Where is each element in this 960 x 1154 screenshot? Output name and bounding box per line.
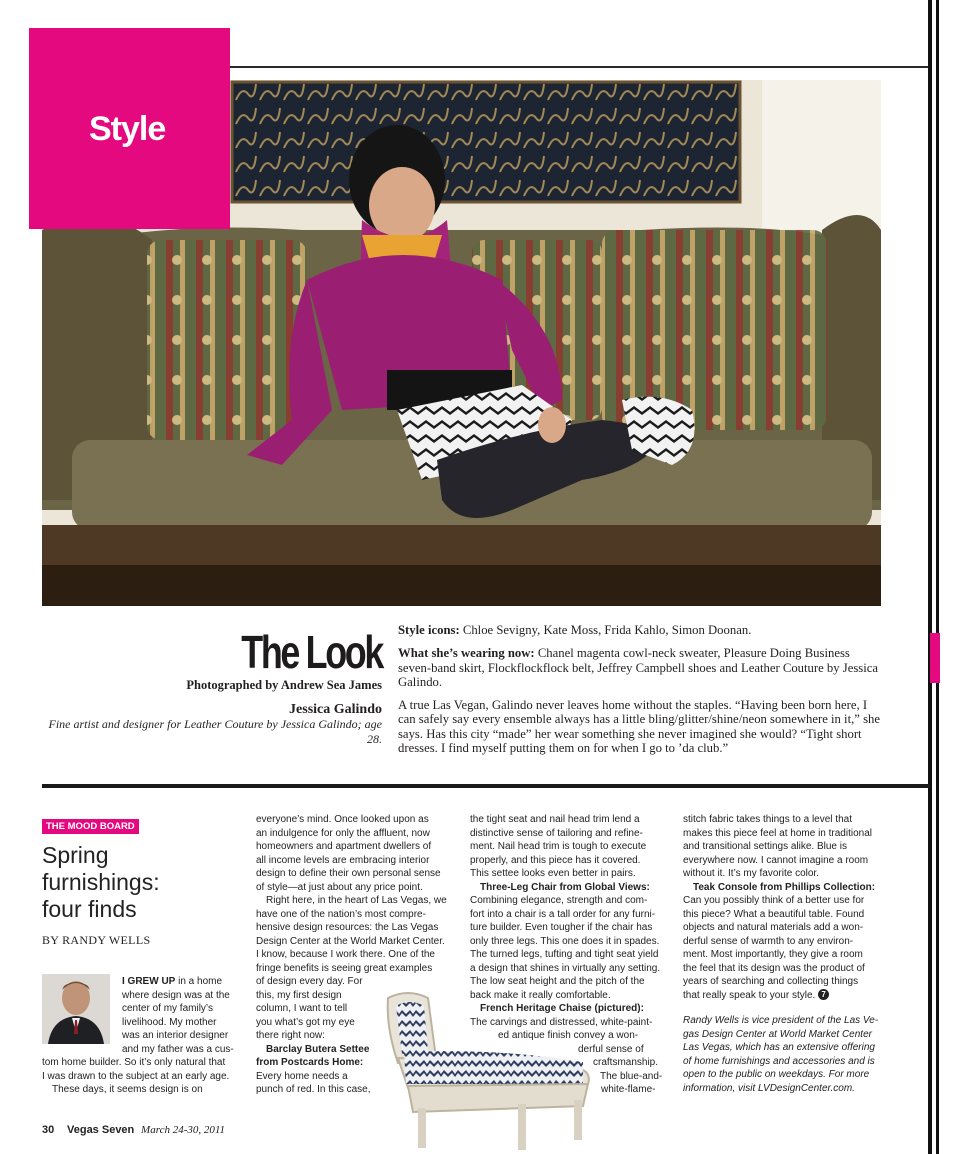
mood-board-title — [42, 842, 232, 923]
title-line: four finds — [42, 896, 137, 922]
author-portrait — [42, 974, 110, 1044]
author-bio-line: Randy Wells is vice president of the Las Ve- — [683, 1015, 879, 1026]
style-icons-label: Style icons: — [398, 623, 460, 637]
product-heading: Three-Leg Chair from Global Views: — [480, 881, 650, 893]
chaise-image — [378, 988, 596, 1154]
text-line: column, I want to tell — [256, 1003, 348, 1014]
closing-line: that really speak to your style. — [683, 989, 816, 1001]
mood-board-badge: THE MOOD BOARD — [42, 819, 139, 834]
text-line: tom home builder. So it’s only natural that — [42, 1057, 226, 1068]
page-edge-bar — [936, 0, 939, 1154]
style-icons-text: Chloe Sevigny, Kate Moss, Frida Kahlo, Simon Doonan. — [462, 623, 752, 637]
text-line: The low seat height and the pitch of the — [470, 976, 645, 987]
top-rule — [230, 66, 930, 68]
issue-date: March 24-30, 2011 — [141, 1124, 226, 1136]
page-footer — [42, 1124, 225, 1136]
style-icons-paragraph — [398, 623, 884, 637]
photo-credit: Photographed by Andrew Sea James — [186, 678, 382, 692]
text-line: These days, it seems design is on — [52, 1084, 203, 1095]
text-line: fort into a chair is a tall order for any furni- — [470, 908, 656, 920]
spacer — [683, 1002, 888, 1014]
text-line: white-flame- — [601, 1084, 656, 1095]
page-edge-bar — [928, 0, 932, 1154]
column-1-upper — [122, 975, 242, 1056]
text-line: all income levels are embracing interior — [256, 854, 430, 866]
text-line: of style—at just about any price point. — [256, 881, 423, 893]
text-line: makes this piece feel at home in traditional — [683, 827, 872, 839]
chaise-illustration — [378, 988, 596, 1154]
text-line: center of my family’s — [122, 1003, 213, 1014]
text-line: only three legs. This one does it in spades. — [470, 935, 660, 947]
text-line: The blue-and- — [600, 1070, 663, 1082]
text-line: there right now: — [256, 1030, 325, 1041]
text-line: punch of red. In this case, — [256, 1084, 371, 1095]
text-line: an indulgence for only the affluent, now — [256, 827, 430, 839]
text-line: derful sense of — [578, 1043, 644, 1055]
text-line: objects and natural materials add a won- — [683, 922, 864, 933]
text-line: was an interior designer — [122, 1030, 229, 1041]
product-heading: Teak Console from Phillips Collection: — [693, 881, 876, 893]
text-line: I was drawn to the subject at an early age. — [42, 1070, 230, 1082]
text-line: years of searching and collecting things — [683, 976, 859, 987]
author-bio-line: gas Design Center at World Market Center — [683, 1028, 872, 1040]
text-line: design to define their own personal sense — [256, 868, 441, 879]
text-line: ment. Nail head trim is tough to execute — [470, 841, 647, 852]
subject-description: Fine artist and designer for Leather Couture by Jessica Galindo; age 28. — [48, 717, 382, 746]
text-line: you what’s got my eye — [256, 1016, 355, 1028]
page-number: 30 — [42, 1124, 55, 1136]
text-line: where design was at the — [122, 989, 230, 1001]
text-line: and my father was a cus- — [122, 1043, 234, 1055]
text-line: properly, and this piece has it covered. — [470, 854, 641, 866]
text-line: hensive design resources: the Las Vegas — [256, 922, 439, 933]
text-line: The carvings and distressed, white-paint- — [470, 1016, 653, 1028]
author-portrait-illustration — [42, 974, 110, 1044]
text-line — [122, 975, 242, 989]
text-line: Design Center at the World Market Center. — [256, 935, 445, 947]
author-bio-line: of home furnishings and accessories and is — [683, 1055, 875, 1067]
text-line: craftsmanship. — [593, 1057, 659, 1068]
text-line: back make it really comfortable. — [470, 989, 611, 1001]
text-line: derful sense of warmth to any environ- — [683, 935, 854, 947]
text-line: Right here, in the heart of Las Vegas, we — [266, 895, 447, 906]
text-line: everywhere now. I cannot imagine a room — [683, 854, 869, 866]
column-4 — [683, 813, 888, 1095]
product-heading: from Postcards Home: — [256, 1057, 364, 1068]
author-bio-line: information, visit LVDesignCenter.com. — [683, 1082, 855, 1094]
text-line: this piece? What a beautiful table. Found — [683, 908, 865, 920]
text-line: stitch fabric takes things to a level that — [683, 814, 852, 825]
magazine-name: Vegas Seven — [67, 1124, 135, 1136]
text-line: the feel that its design was the product of — [683, 962, 865, 974]
text-line: homeowners and apartment dwellers of — [256, 841, 432, 852]
text-line: a design that shines in virtually any setting. — [470, 962, 661, 974]
author-bio-line: open to the public on weekdays. For more — [683, 1069, 870, 1080]
text-line: Can you possibly think of a better use for — [683, 895, 865, 906]
column-1-lower — [42, 1056, 242, 1097]
text-line: ed antique finish convey a won- — [498, 1030, 639, 1041]
text-line: of design every day. For — [256, 976, 363, 987]
text-line: ment. Most importantly, they give a room — [683, 949, 863, 960]
feature-body-text: A true Las Vegan, Galindo never leaves home without the staples. “Having been born here, I can safely say every ensemble always has a little bling/glitter/shine/neon somewhere in it,” she says. Has this city “made” her wear something she never imagined she would? “Tight short dresses. I find myself putting them on for when I go to ’da club.” — [398, 698, 880, 756]
wearing-label: What she’s wearing now: — [398, 646, 535, 661]
text-line: Combining elegance, strength and com- — [470, 895, 648, 906]
text-line: everyone’s mind. Once looked upon as — [256, 814, 429, 825]
text-line: the tight seat and nail head trim lend a — [470, 814, 640, 825]
text-line: This settee looks even better in pairs. — [470, 868, 636, 879]
section-label: Style — [89, 110, 166, 148]
feature-title: The Look — [241, 626, 382, 678]
text-line: and transitional settings alike. Blue is — [683, 841, 847, 852]
product-heading: Barclay Butera Settee — [266, 1043, 370, 1055]
section-label-box — [29, 28, 230, 229]
text-line: distinctive sense of tailoring and refine- — [470, 827, 643, 839]
byline: BY RANDY WELLS — [42, 933, 151, 947]
product-heading: French Heritage Chaise (pictured): — [480, 1003, 644, 1014]
text-line: The turned legs, tufting and tight seat yield — [470, 949, 659, 960]
text-line: this, my first design — [256, 989, 342, 1001]
feature-body — [398, 623, 884, 764]
text-line: without it. It’s my favorite color. — [683, 868, 819, 879]
section-divider — [42, 784, 930, 788]
text-line: I know, because I work there. One of the — [256, 949, 435, 960]
author-bio-line: Las Vegas, which has an extensive offering — [683, 1042, 875, 1053]
title-line: Spring — [42, 842, 109, 868]
section-tab — [930, 633, 940, 683]
end-mark-icon: 7 — [818, 989, 829, 1000]
text-line: ture builder. Even tougher if the chair has — [470, 922, 653, 933]
title-line: furnishings: — [42, 869, 160, 895]
lead-text: in a home — [175, 976, 223, 987]
text-line: have one of the nation’s most compre- — [256, 908, 426, 920]
subject-name: Jessica Galindo — [289, 702, 382, 717]
text-line — [683, 989, 888, 1003]
lead-in: I GREW UP — [122, 976, 176, 987]
text-line: Every home needs a — [256, 1070, 348, 1082]
text-line: livelihood. My mother — [122, 1016, 217, 1028]
text-line: fringe benefits is seeing great examples — [256, 962, 433, 974]
wearing-text: Chanel magenta cowl-neck sweater, Pleasure Doing Business seven-band skirt, Flockflockflock belt, Jeffrey Campbell shoes and Leather Couture by Jessica Galindo. — [398, 646, 878, 689]
wearing-paragraph — [398, 646, 884, 689]
